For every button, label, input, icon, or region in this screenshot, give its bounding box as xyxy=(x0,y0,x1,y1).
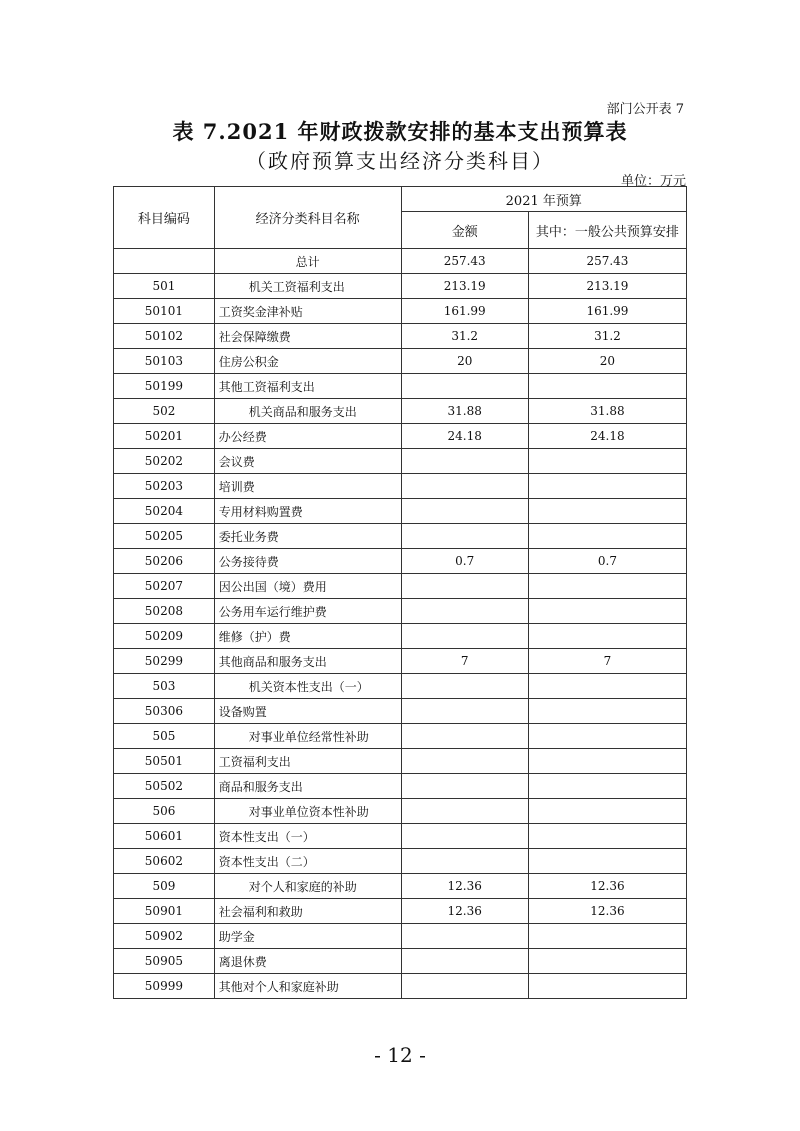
cell-name: 商品和服务支出 xyxy=(214,774,401,799)
cell-name: 其他对个人和家庭补助 xyxy=(214,974,401,999)
table-row xyxy=(114,549,687,574)
table-row xyxy=(114,299,687,324)
cell-code: 50199 xyxy=(114,374,215,399)
table-row xyxy=(114,674,687,699)
budget-table xyxy=(113,186,687,999)
cell-name: 助学金 xyxy=(214,924,401,949)
table-row xyxy=(114,324,687,349)
table-row xyxy=(114,949,687,974)
cell-name: 工资福利支出 xyxy=(214,749,401,774)
cell-amount xyxy=(401,374,528,399)
cell-code: 50103 xyxy=(114,349,215,374)
cell-amount xyxy=(401,774,528,799)
cell-name: 机关工资福利支出 xyxy=(214,274,401,299)
cell-name: 办公经费 xyxy=(214,424,401,449)
table-row xyxy=(114,574,687,599)
cell-name: 公务接待费 xyxy=(214,549,401,574)
cell-general: 7 xyxy=(528,649,686,674)
cell-amount xyxy=(401,499,528,524)
table-row xyxy=(114,924,687,949)
cell-code: 502 xyxy=(114,399,215,424)
cell-general xyxy=(528,624,686,649)
table-row xyxy=(114,699,687,724)
cell-general: 12.36 xyxy=(528,899,686,924)
cell-name: 培训费 xyxy=(214,474,401,499)
cell-amount xyxy=(401,624,528,649)
cell-code: 50905 xyxy=(114,949,215,974)
header-budget-group: 2021 年预算 xyxy=(401,187,686,212)
cell-code: 50209 xyxy=(114,624,215,649)
table-row xyxy=(114,899,687,924)
table-row xyxy=(114,724,687,749)
table-row xyxy=(114,874,687,899)
unit-label: 单位：万元 xyxy=(620,174,686,189)
cell-amount: 31.2 xyxy=(401,324,528,349)
cell-code: 50306 xyxy=(114,699,215,724)
cell-general: 24.18 xyxy=(528,424,686,449)
cell-name: 住房公积金 xyxy=(214,349,401,374)
cell-name: 总计 xyxy=(214,249,401,274)
table-row xyxy=(114,499,687,524)
cell-amount: 20 xyxy=(401,349,528,374)
cell-general xyxy=(528,499,686,524)
cell-general: 20 xyxy=(528,349,686,374)
cell-amount xyxy=(401,849,528,874)
cell-amount xyxy=(401,724,528,749)
cell-name: 对事业单位资本性补助 xyxy=(214,799,401,824)
cell-general xyxy=(528,799,686,824)
cell-code: 50208 xyxy=(114,599,215,624)
cell-amount xyxy=(401,449,528,474)
table-row xyxy=(114,774,687,799)
cell-name: 对事业单位经常性补助 xyxy=(214,724,401,749)
cell-code: 505 xyxy=(114,724,215,749)
cell-general: 161.99 xyxy=(528,299,686,324)
cell-code: 50101 xyxy=(114,299,215,324)
cell-code: 50207 xyxy=(114,574,215,599)
cell-name: 资本性支出（一） xyxy=(214,824,401,849)
table-row xyxy=(114,399,687,424)
cell-general: 257.43 xyxy=(528,249,686,274)
cell-amount xyxy=(401,924,528,949)
cell-code: 501 xyxy=(114,274,215,299)
cell-general xyxy=(528,849,686,874)
cell-amount xyxy=(401,749,528,774)
table-row xyxy=(114,749,687,774)
cell-code: 50999 xyxy=(114,974,215,999)
cell-name: 会议费 xyxy=(214,449,401,474)
cell-code: 503 xyxy=(114,674,215,699)
cell-amount: 31.88 xyxy=(401,399,528,424)
cell-name: 对个人和家庭的补助 xyxy=(214,874,401,899)
cell-amount: 7 xyxy=(401,649,528,674)
cell-name: 社会福利和救助 xyxy=(214,899,401,924)
cell-amount: 12.36 xyxy=(401,874,528,899)
cell-general: 12.36 xyxy=(528,874,686,899)
cell-general: 213.19 xyxy=(528,274,686,299)
cell-amount xyxy=(401,949,528,974)
cell-name: 设备购置 xyxy=(214,699,401,724)
cell-amount xyxy=(401,699,528,724)
cell-general xyxy=(528,824,686,849)
cell-code: 50203 xyxy=(114,474,215,499)
table-row xyxy=(114,349,687,374)
cell-general xyxy=(528,949,686,974)
table-row xyxy=(114,599,687,624)
cell-general xyxy=(528,599,686,624)
cell-code: 50206 xyxy=(114,549,215,574)
cell-code: 509 xyxy=(114,874,215,899)
table-row xyxy=(114,849,687,874)
cell-general xyxy=(528,474,686,499)
cell-code: 50902 xyxy=(114,924,215,949)
cell-code: 50202 xyxy=(114,449,215,474)
cell-name: 机关商品和服务支出 xyxy=(214,399,401,424)
cell-code: 506 xyxy=(114,799,215,824)
table-row xyxy=(114,249,687,274)
table-row xyxy=(114,974,687,999)
header-amount: 金额 xyxy=(401,212,528,249)
cell-amount xyxy=(401,799,528,824)
cell-amount: 24.18 xyxy=(401,424,528,449)
cell-amount xyxy=(401,824,528,849)
cell-general: 31.2 xyxy=(528,324,686,349)
cell-name: 离退休费 xyxy=(214,949,401,974)
cell-amount: 12.36 xyxy=(401,899,528,924)
table-row xyxy=(114,474,687,499)
cell-code: 50602 xyxy=(114,849,215,874)
document-label: 部门公开表 7 xyxy=(606,102,684,117)
table-row xyxy=(114,524,687,549)
cell-code: 50102 xyxy=(114,324,215,349)
cell-name: 资本性支出（二） xyxy=(214,849,401,874)
cell-name: 其他工资福利支出 xyxy=(214,374,401,399)
cell-amount: 0.7 xyxy=(401,549,528,574)
cell-code: 50502 xyxy=(114,774,215,799)
cell-general xyxy=(528,449,686,474)
cell-name: 机关资本性支出（一） xyxy=(214,674,401,699)
cell-name: 委托业务费 xyxy=(214,524,401,549)
table-row xyxy=(114,374,687,399)
cell-name: 工资奖金津补贴 xyxy=(214,299,401,324)
cell-amount xyxy=(401,524,528,549)
table-row xyxy=(114,424,687,449)
cell-general xyxy=(528,749,686,774)
cell-name: 公务用车运行维护费 xyxy=(214,599,401,624)
cell-general xyxy=(528,699,686,724)
cell-amount: 213.19 xyxy=(401,274,528,299)
cell-name: 其他商品和服务支出 xyxy=(214,649,401,674)
cell-general xyxy=(528,924,686,949)
table-row xyxy=(114,624,687,649)
header-general: 其中：一般公共预算安排 xyxy=(528,212,686,249)
cell-code: 50901 xyxy=(114,899,215,924)
table-row xyxy=(114,649,687,674)
cell-amount: 257.43 xyxy=(401,249,528,274)
table-row xyxy=(114,799,687,824)
cell-general xyxy=(528,974,686,999)
table-row xyxy=(114,274,687,299)
cell-code: 50205 xyxy=(114,524,215,549)
cell-name: 专用材料购置费 xyxy=(214,499,401,524)
page-subtitle: （政府预算支出经济分类科目） xyxy=(246,149,554,173)
page-title: 表 7.2021 年财政拨款安排的基本支出预算表 xyxy=(172,119,628,144)
cell-general xyxy=(528,674,686,699)
cell-general: 0.7 xyxy=(528,549,686,574)
header-name: 经济分类科目名称 xyxy=(214,187,401,249)
cell-general xyxy=(528,724,686,749)
cell-amount xyxy=(401,674,528,699)
cell-general: 31.88 xyxy=(528,399,686,424)
cell-code: 50201 xyxy=(114,424,215,449)
cell-code: 50204 xyxy=(114,499,215,524)
cell-name: 社会保障缴费 xyxy=(214,324,401,349)
cell-amount xyxy=(401,974,528,999)
cell-general xyxy=(528,574,686,599)
cell-amount: 161.99 xyxy=(401,299,528,324)
cell-code: 50601 xyxy=(114,824,215,849)
cell-name: 因公出国（境）费用 xyxy=(214,574,401,599)
cell-amount xyxy=(401,599,528,624)
cell-code: 50501 xyxy=(114,749,215,774)
header-code: 科目编码 xyxy=(114,187,215,249)
cell-code xyxy=(114,249,215,274)
page-number: - 12 - xyxy=(374,1043,426,1067)
cell-amount xyxy=(401,474,528,499)
table-row xyxy=(114,824,687,849)
cell-general xyxy=(528,524,686,549)
cell-name: 维修（护）费 xyxy=(214,624,401,649)
cell-general xyxy=(528,774,686,799)
cell-general xyxy=(528,374,686,399)
cell-code: 50299 xyxy=(114,649,215,674)
table-body xyxy=(114,249,687,999)
cell-amount xyxy=(401,574,528,599)
table-row xyxy=(114,449,687,474)
